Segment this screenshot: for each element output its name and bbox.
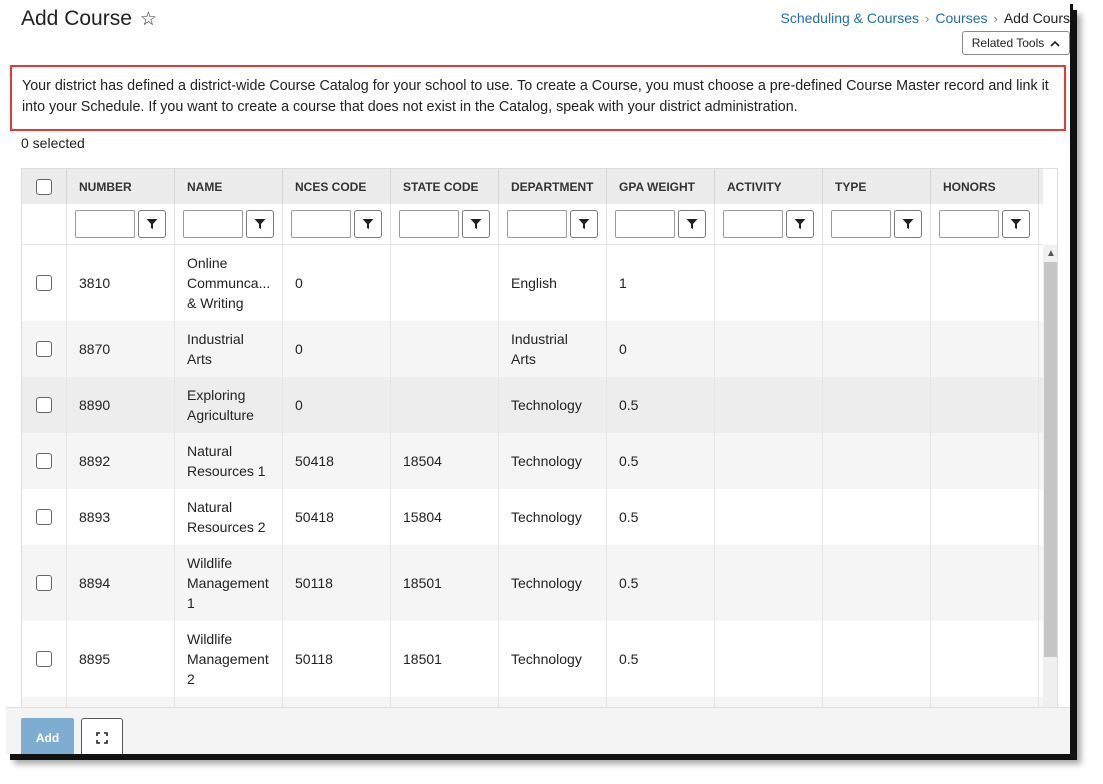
cell-nces: 0 — [283, 245, 391, 321]
filter-button-type[interactable] — [894, 210, 922, 238]
filter-icon — [794, 218, 806, 230]
filter-button-name[interactable] — [246, 210, 274, 238]
cell-type — [823, 433, 931, 489]
column-header-activity[interactable]: ACTIVITY — [715, 169, 823, 204]
cell-department: English — [499, 245, 607, 321]
filter-icon — [578, 218, 590, 230]
action-bar — [6, 707, 1073, 754]
filter-input-gpa[interactable] — [615, 210, 675, 238]
filter-cell-nces — [283, 204, 391, 244]
cell-department: Technology — [499, 433, 607, 489]
column-header-state[interactable]: STATE CODE — [391, 169, 499, 204]
cell-state — [391, 321, 499, 377]
filter-icon — [254, 218, 266, 230]
filter-button-gpa[interactable] — [678, 210, 706, 238]
cell-gpa: 0.5 — [607, 545, 715, 621]
cell-gpa: 0.5 — [607, 377, 715, 433]
cell-name: Industrial Arts — [175, 321, 283, 377]
cell-number: 8892 — [67, 433, 175, 489]
row-checkbox[interactable] — [36, 509, 52, 525]
cell-honors — [931, 377, 1039, 433]
filter-input-state[interactable] — [399, 210, 459, 238]
filter-button-honors[interactable] — [1002, 210, 1030, 238]
filter-cell-number — [67, 204, 175, 244]
row-checkbox[interactable] — [36, 341, 52, 357]
filter-input-honors[interactable] — [939, 210, 999, 238]
table-row[interactable] — [22, 321, 1043, 377]
column-header-number[interactable]: NUMBER — [67, 169, 175, 204]
catalog-notice: Your district has defined a district-wide Course Catalog for your school to use. To create a Course, you must choose a pre-defined Course Master record and link it into your Schedule. If you want to create a course that does not exist in the Catalog, speak with your district administration. — [10, 65, 1066, 131]
filter-cell-honors — [931, 204, 1039, 244]
scroll-up-icon[interactable]: ▲ — [1046, 247, 1056, 259]
cell-honors — [931, 489, 1039, 545]
filter-input-activity[interactable] — [723, 210, 783, 238]
filter-icon — [362, 218, 374, 230]
row-checkbox-cell — [22, 545, 67, 621]
chevron-up-icon — [1050, 40, 1060, 47]
cell-gpa: 0.5 — [607, 433, 715, 489]
cell-honors — [931, 433, 1039, 489]
cell-state: 15804 — [391, 489, 499, 545]
breadcrumb-courses[interactable]: Courses — [935, 10, 988, 26]
filter-button-department[interactable] — [570, 210, 598, 238]
row-checkbox-cell — [22, 621, 67, 697]
vertical-scrollbar[interactable] — [1043, 245, 1058, 713]
cell-state — [391, 377, 499, 433]
cell-type — [823, 489, 931, 545]
filter-cell-name — [175, 204, 283, 244]
page-header — [6, 4, 1070, 60]
cell-honors — [931, 545, 1039, 621]
cell-department: Technology — [499, 489, 607, 545]
cell-activity — [715, 433, 823, 489]
cell-state: 18504 — [391, 433, 499, 489]
related-tools-button[interactable] — [962, 31, 1070, 55]
cell-department: Technology — [499, 545, 607, 621]
filter-button-nces[interactable] — [354, 210, 382, 238]
filter-button-number[interactable] — [138, 210, 166, 238]
cell-activity — [715, 489, 823, 545]
cell-honors — [931, 245, 1039, 321]
cell-number: 8893 — [67, 489, 175, 545]
cell-gpa: 0.5 — [607, 621, 715, 697]
column-header-department[interactable]: DEPARTMENT — [499, 169, 607, 204]
row-checkbox[interactable] — [36, 397, 52, 413]
column-header-type[interactable]: TYPE — [823, 169, 931, 204]
cell-name: Exploring Agriculture — [175, 377, 283, 433]
select-all-cell — [22, 169, 67, 204]
cell-name: Wildlife Management 2 — [175, 621, 283, 697]
filter-icon — [902, 218, 914, 230]
table-row[interactable] — [22, 433, 1043, 489]
cell-type — [823, 245, 931, 321]
star-icon[interactable]: ☆ — [139, 8, 157, 30]
filter-input-nces[interactable] — [291, 210, 351, 238]
cell-type — [823, 621, 931, 697]
cell-activity — [715, 321, 823, 377]
row-checkbox[interactable] — [36, 275, 52, 291]
filter-spacer — [22, 204, 67, 244]
cell-state — [391, 245, 499, 321]
page-title — [21, 7, 157, 31]
filter-icon — [686, 218, 698, 230]
cell-nces: 0 — [283, 377, 391, 433]
table-row[interactable] — [22, 489, 1043, 545]
cell-department: Technology — [499, 377, 607, 433]
expand-button[interactable] — [81, 718, 123, 754]
cell-name: Wildlife Management 1 — [175, 545, 283, 621]
breadcrumb — [780, 10, 1070, 26]
cell-nces: 0 — [283, 321, 391, 377]
expand-icon — [96, 732, 108, 744]
column-header-nces[interactable]: NCES CODE — [283, 169, 391, 204]
filter-icon — [1010, 218, 1022, 230]
cell-name: Natural Resources 1 — [175, 433, 283, 489]
cell-honors — [931, 321, 1039, 377]
table-row[interactable] — [22, 377, 1043, 433]
cell-nces: 50418 — [283, 489, 391, 545]
cell-type — [823, 377, 931, 433]
grid-filter-row — [22, 204, 1043, 245]
grid-body — [22, 245, 1043, 713]
column-header-gpa[interactable]: GPA WEIGHT — [607, 169, 715, 204]
breadcrumb-scheduling-courses[interactable]: Scheduling & Courses — [780, 10, 920, 26]
filter-icon — [146, 218, 158, 230]
row-checkbox-cell — [22, 245, 67, 321]
cell-name: Online Communca... & Writing — [175, 245, 283, 321]
filter-button-state[interactable] — [462, 210, 490, 238]
cell-activity — [715, 377, 823, 433]
app-window — [6, 4, 1073, 754]
filter-cell-activity — [715, 204, 823, 244]
cell-honors — [931, 621, 1039, 697]
cell-department: Industrial Arts — [499, 321, 607, 377]
selected-count: 0 selected — [21, 135, 85, 151]
cell-number: 8894 — [67, 545, 175, 621]
row-checkbox[interactable] — [36, 453, 52, 469]
cell-state: 18501 — [391, 545, 499, 621]
row-checkbox[interactable] — [36, 651, 52, 667]
cell-type — [823, 545, 931, 621]
scroll-thumb[interactable] — [1044, 262, 1058, 657]
filter-input-name[interactable] — [183, 210, 243, 238]
cell-gpa: 1 — [607, 245, 715, 321]
add-button[interactable]: Add — [21, 718, 74, 754]
column-header-name[interactable]: NAME — [175, 169, 283, 204]
cell-number: 3810 — [67, 245, 175, 321]
related-tools-label: Related Tools — [971, 36, 1045, 50]
cell-nces: 50418 — [283, 433, 391, 489]
cell-number: 8895 — [67, 621, 175, 697]
cell-activity — [715, 621, 823, 697]
course-grid — [21, 168, 1058, 713]
filter-input-department[interactable] — [507, 210, 567, 238]
filter-icon — [470, 218, 482, 230]
cell-activity — [715, 245, 823, 321]
filter-cell-gpa — [607, 204, 715, 244]
cell-activity — [715, 545, 823, 621]
breadcrumb-current: Add Cours — [1003, 10, 1070, 26]
table-row[interactable] — [22, 245, 1043, 321]
filter-button-activity[interactable] — [786, 210, 814, 238]
row-checkbox-cell — [22, 433, 67, 489]
table-row[interactable] — [22, 545, 1043, 621]
chevron-right-icon: › — [925, 10, 930, 26]
column-header-honors[interactable]: HONORS — [931, 169, 1039, 204]
filter-input-type[interactable] — [831, 210, 891, 238]
cell-gpa: 0.5 — [607, 489, 715, 545]
cell-state: 18501 — [391, 621, 499, 697]
grid-header — [22, 169, 1043, 204]
cell-number: 8870 — [67, 321, 175, 377]
row-checkbox-cell — [22, 489, 67, 545]
filter-input-number[interactable] — [75, 210, 135, 238]
filter-cell-state — [391, 204, 499, 244]
cell-department: Technology — [499, 621, 607, 697]
row-checkbox[interactable] — [36, 575, 52, 591]
cell-nces: 50118 — [283, 545, 391, 621]
cell-gpa: 0 — [607, 321, 715, 377]
page-title-text: Add Course — [21, 7, 132, 30]
filter-cell-department — [499, 204, 607, 244]
cell-number: 8890 — [67, 377, 175, 433]
filter-cell-type — [823, 204, 931, 244]
row-checkbox-cell — [22, 321, 67, 377]
table-row[interactable] — [22, 621, 1043, 697]
cell-nces: 50118 — [283, 621, 391, 697]
grid-corner — [1043, 169, 1058, 245]
cell-name: Natural Resources 2 — [175, 489, 283, 545]
select-all-checkbox[interactable] — [36, 179, 52, 195]
chevron-right-icon: › — [993, 10, 998, 26]
cell-type — [823, 321, 931, 377]
row-checkbox-cell — [22, 377, 67, 433]
